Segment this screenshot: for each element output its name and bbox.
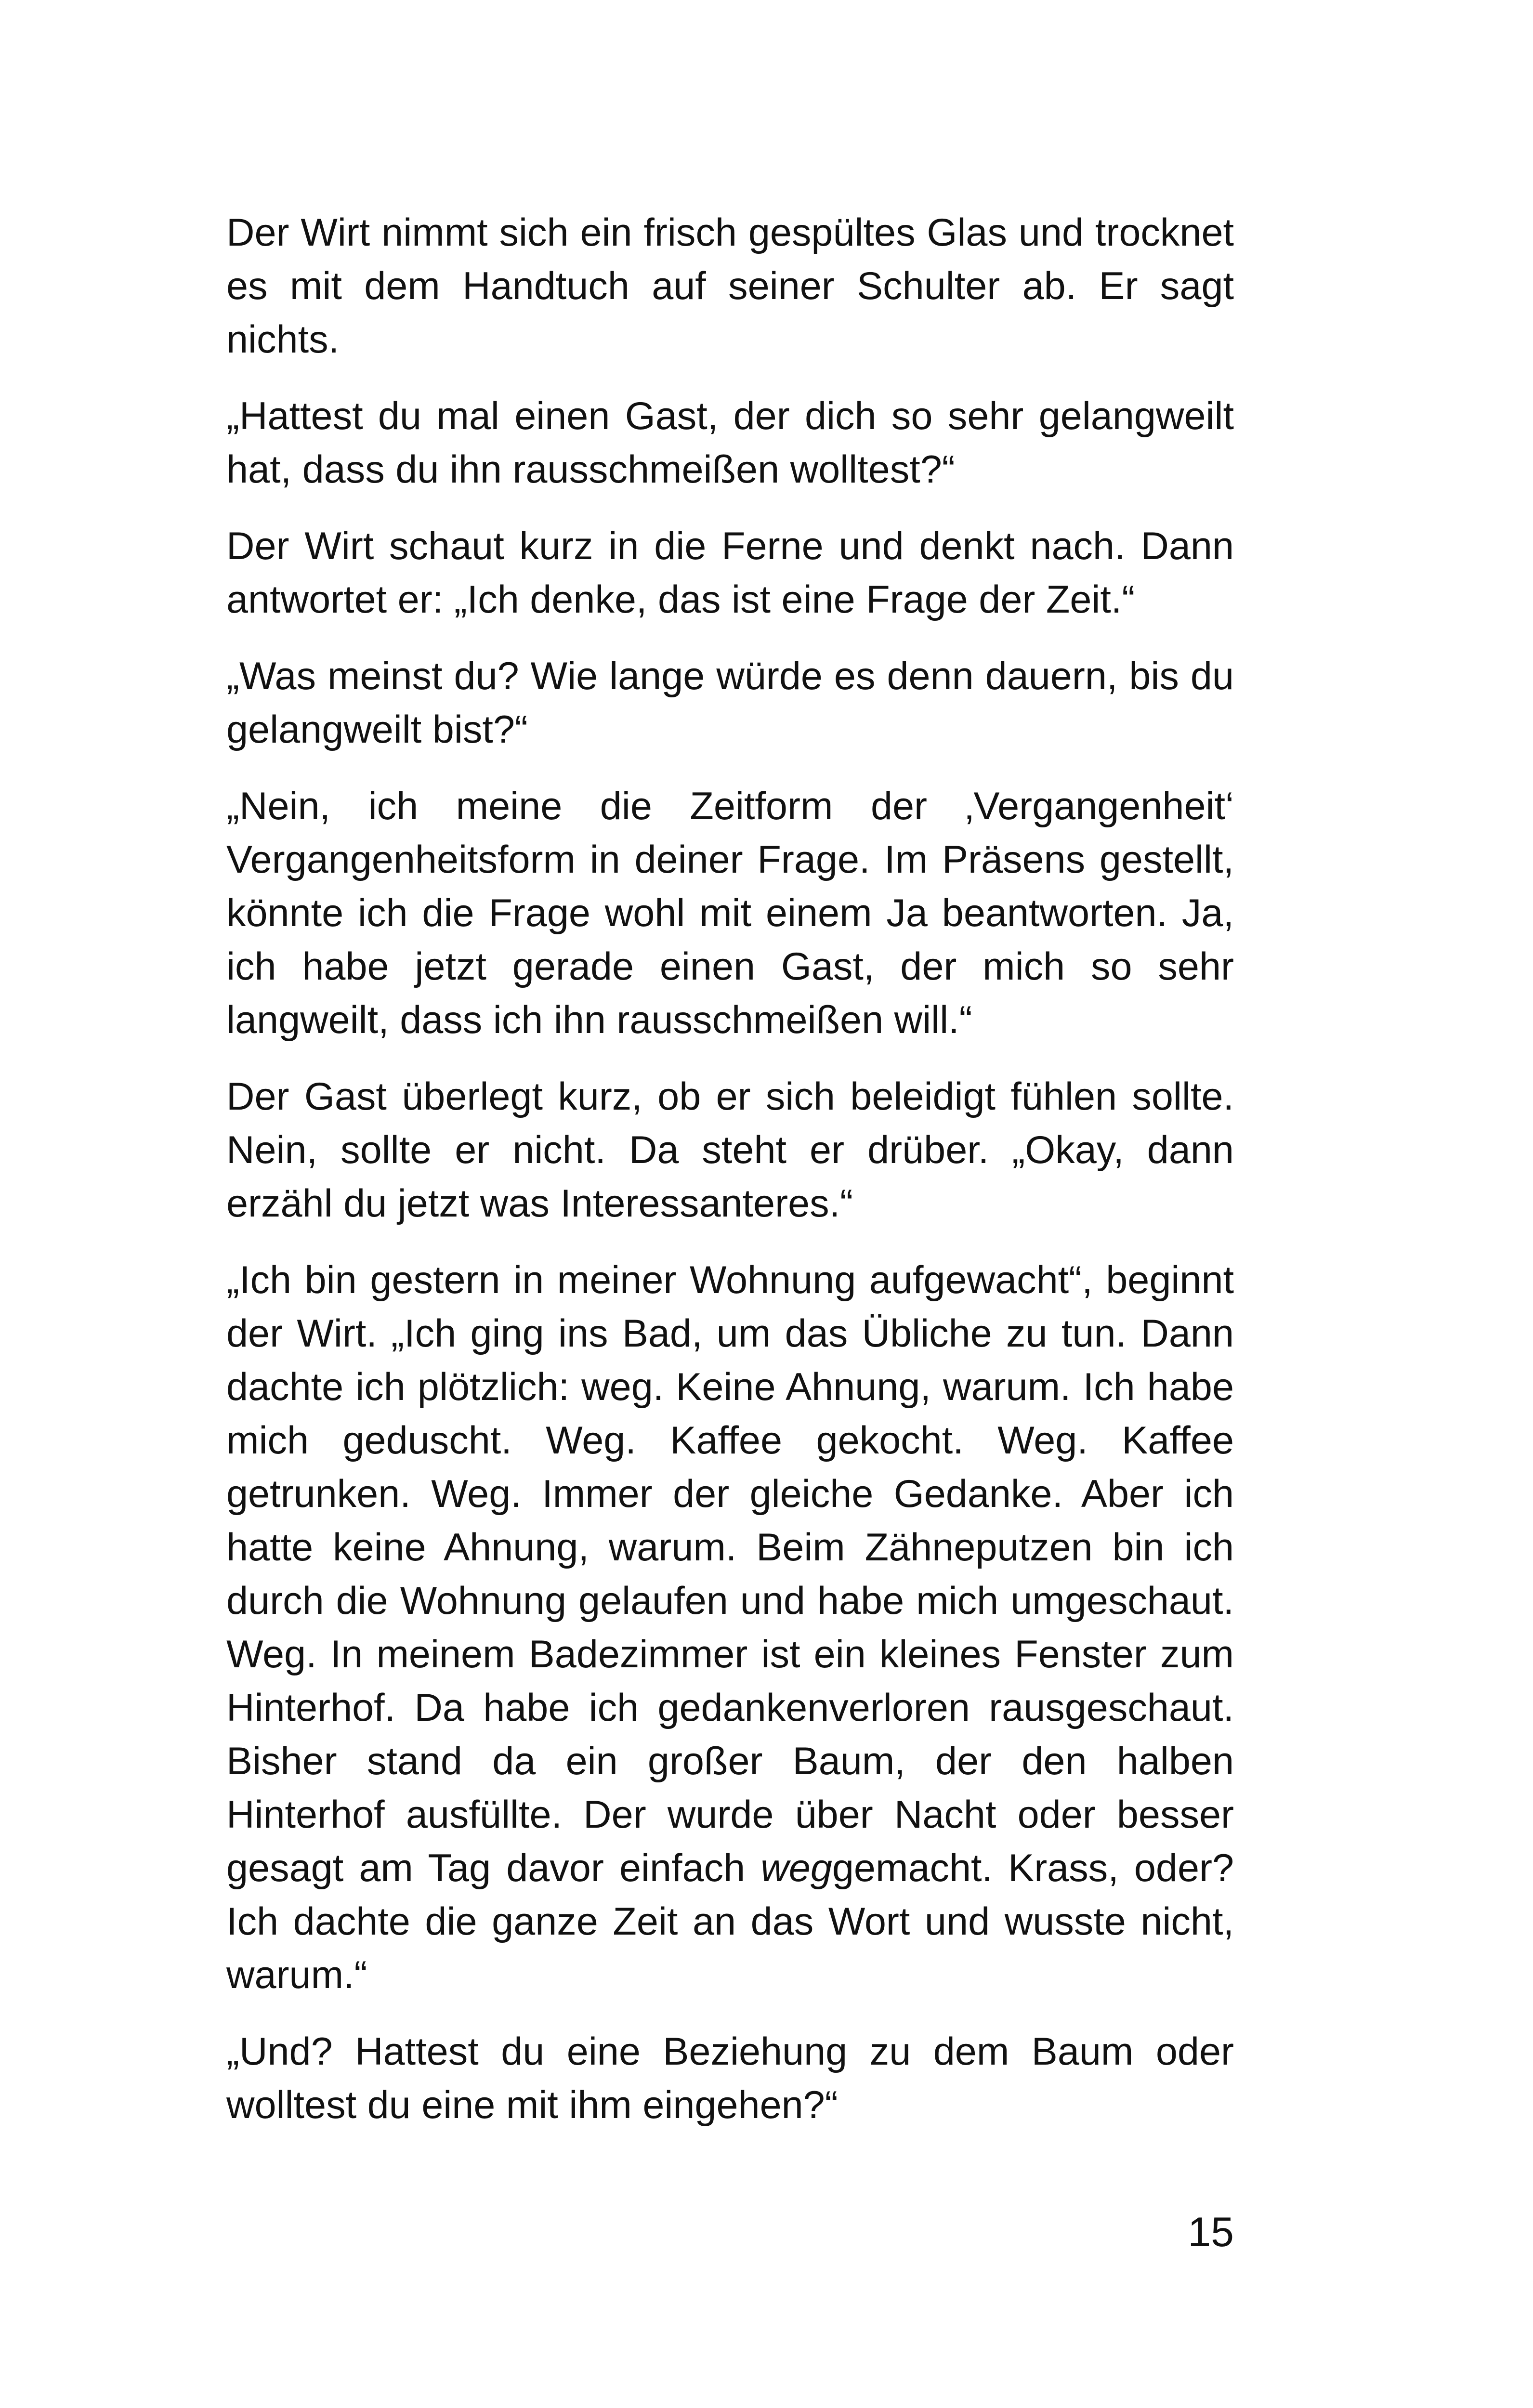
body-text bbox=[226, 206, 1234, 2155]
paragraph: Der Wirt nimmt sich ein frisch gespültes Glas und trocknet es mit dem Handtuch auf seiner Schulter ab. Er sagt nichts. bbox=[226, 211, 1234, 361]
paragraph: Der Gast überlegt kurz, ob er sich beleidigt fühlen sollte. Nein, sollte er nicht. Da steht er drüber. „Okay, dann erzähl du jetzt was Interessanteres.“ bbox=[226, 1075, 1234, 1225]
page-number: 15 bbox=[1188, 2209, 1234, 2255]
paragraph: Der Wirt schaut kurz in die Ferne und denkt nach. Dann antwortet er: „Ich denke, das ist eine Frage der Zeit.“ bbox=[226, 524, 1234, 621]
paragraph: „Was meinst du? Wie lange würde es denn dauern, bis du gelangweilt bist?“ bbox=[226, 654, 1234, 751]
paragraph-text: „Ich bin gestern in meiner Wohnung aufgewacht“, beginnt der Wirt. „Ich ging ins Bad, um das Übliche zu tun. Dann dachte ich plötzlich: weg. Keine Ahnung, warum. Ich habe mich geduscht. Weg. Kaffee gekocht. Weg. Kaffee getrunken. Weg. Immer der gleiche Gedanke. Aber ich hatte keine Ahnung, warum. Beim Zähneputzen bin ich durch die Wohnung gelaufen und habe mich umgeschaut. Weg. In meinem Badezimmer ist ein kleines Fenster zum Hinterhof. Da habe ich gedankenverloren rausgeschaut. Bisher stand da ein großer Baum, der den halben Hinterhof ausfüllte. Der wurde über Nacht oder besser gesagt am Tag davor einfach bbox=[226, 1258, 1234, 1890]
paragraph-text: gemacht. Krass, oder? Ich dachte die ganze Zeit an das Wort und wusste nicht, warum.“ bbox=[226, 1846, 1234, 1997]
paragraph: „Und? Hattest du eine Beziehung zu dem Baum oder wolltest du eine mit ihm eingehen?“ bbox=[226, 2030, 1234, 2127]
paragraph bbox=[226, 1254, 1234, 2002]
emphasized-word: weg bbox=[760, 1846, 832, 1890]
paragraph: „Hattest du mal einen Gast, der dich so sehr gelangweilt hat, dass du ihn rausschmeißen wolltest?“ bbox=[226, 394, 1234, 491]
paragraph: „Nein, ich meine die Zeitform der ‚Vergangenheit‘ Vergangenheitsform in deiner Frage. Im Präsens gestellt, könnte ich die Frage wohl mit einem Ja beantworten. Ja, ich habe jetzt gerade einen Gast, der mich so sehr langweilt, dass ich ihn rausschmeißen will.“ bbox=[226, 785, 1234, 1042]
